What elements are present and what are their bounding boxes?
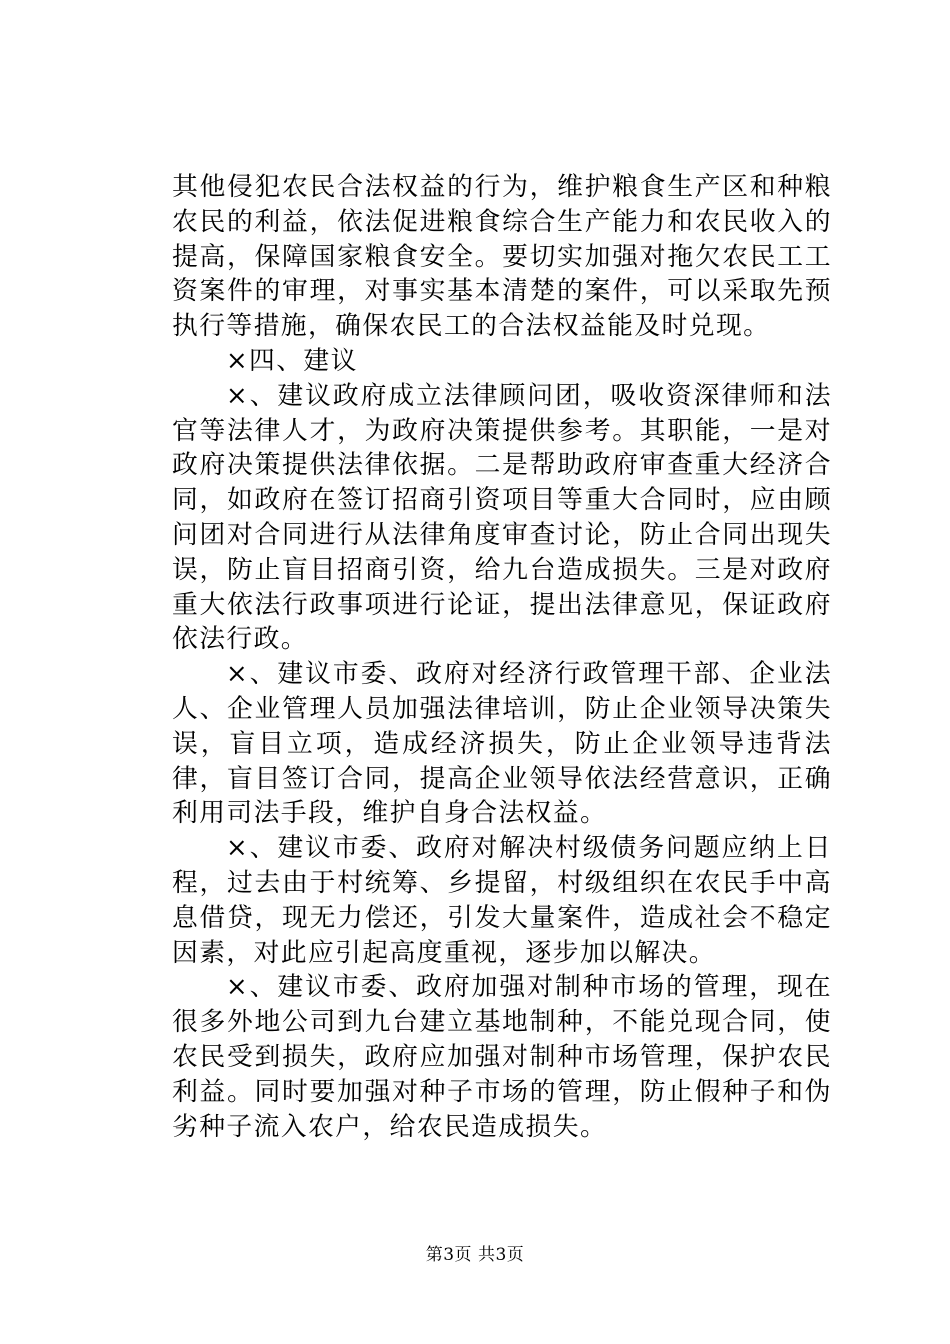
paragraph-legal-training: ×、建议市委、政府对经济行政管理干部、企业法人、企业管理人员加强法律培训，防止企业领导决策失误，盲目立项，造成经济损失，防止企业领导违背法律，盲目签订合同，提高企业领导依法经营意识，正确利用司法手段，维护自身合法权益。: [172, 659, 832, 829]
paragraph-village-debt: ×、建议市委、政府对解决村级债务问题应纳上日程，过去由于村统筹、乡提留，村级组织在农民手中高息借贷，现无力偿还，引发大量案件，造成社会不稳定因素，对此应引起高度重视，逐步加以解决。: [172, 833, 832, 968]
paragraph-legal-advisory: ×、建议政府成立法律顾问团，吸收资深律师和法官等法律人才，为政府决策提供参考。其职能，一是对政府决策提供法律依据。二是帮助政府审查重大经济合同，如政府在签订招商引资项目等重大合同时，应由顾问团对合同进行从法律角度审查讨论，防止合同出现失误，防止盲目招商引资，给九台造成损失。三是对政府重大依法行政事项进行论证，提出法律意见，保证政府依法行政。: [172, 380, 832, 655]
paragraph-continuation: 其他侵犯农民合法权益的行为，维护粮食生产区和种粮农民的利益，依法促进粮食综合生产能力和农民收入的提高，保障国家粮食安全。要切实加强对拖欠农民工工资案件的审理，对事实基本清楚的案件，可以采取先预执行等措施，确保农民工的合法权益能及时兑现。: [172, 172, 832, 342]
document-body: [172, 170, 832, 1144]
page-number-footer: 第3页 共3页: [425, 1245, 525, 1265]
section-heading-suggestions: ×四、建议: [226, 345, 358, 376]
paragraph-seed-market: ×、建议市委、政府加强对制种市场的管理，现在很多外地公司到九台建立基地制种，不能兑现合同，使农民受到损失，政府应加强对制种市场管理，保护农民利益。同时要加强对种子市场的管理，防止假种子和伪劣种子流入农户，给农民造成损失。: [172, 972, 832, 1142]
